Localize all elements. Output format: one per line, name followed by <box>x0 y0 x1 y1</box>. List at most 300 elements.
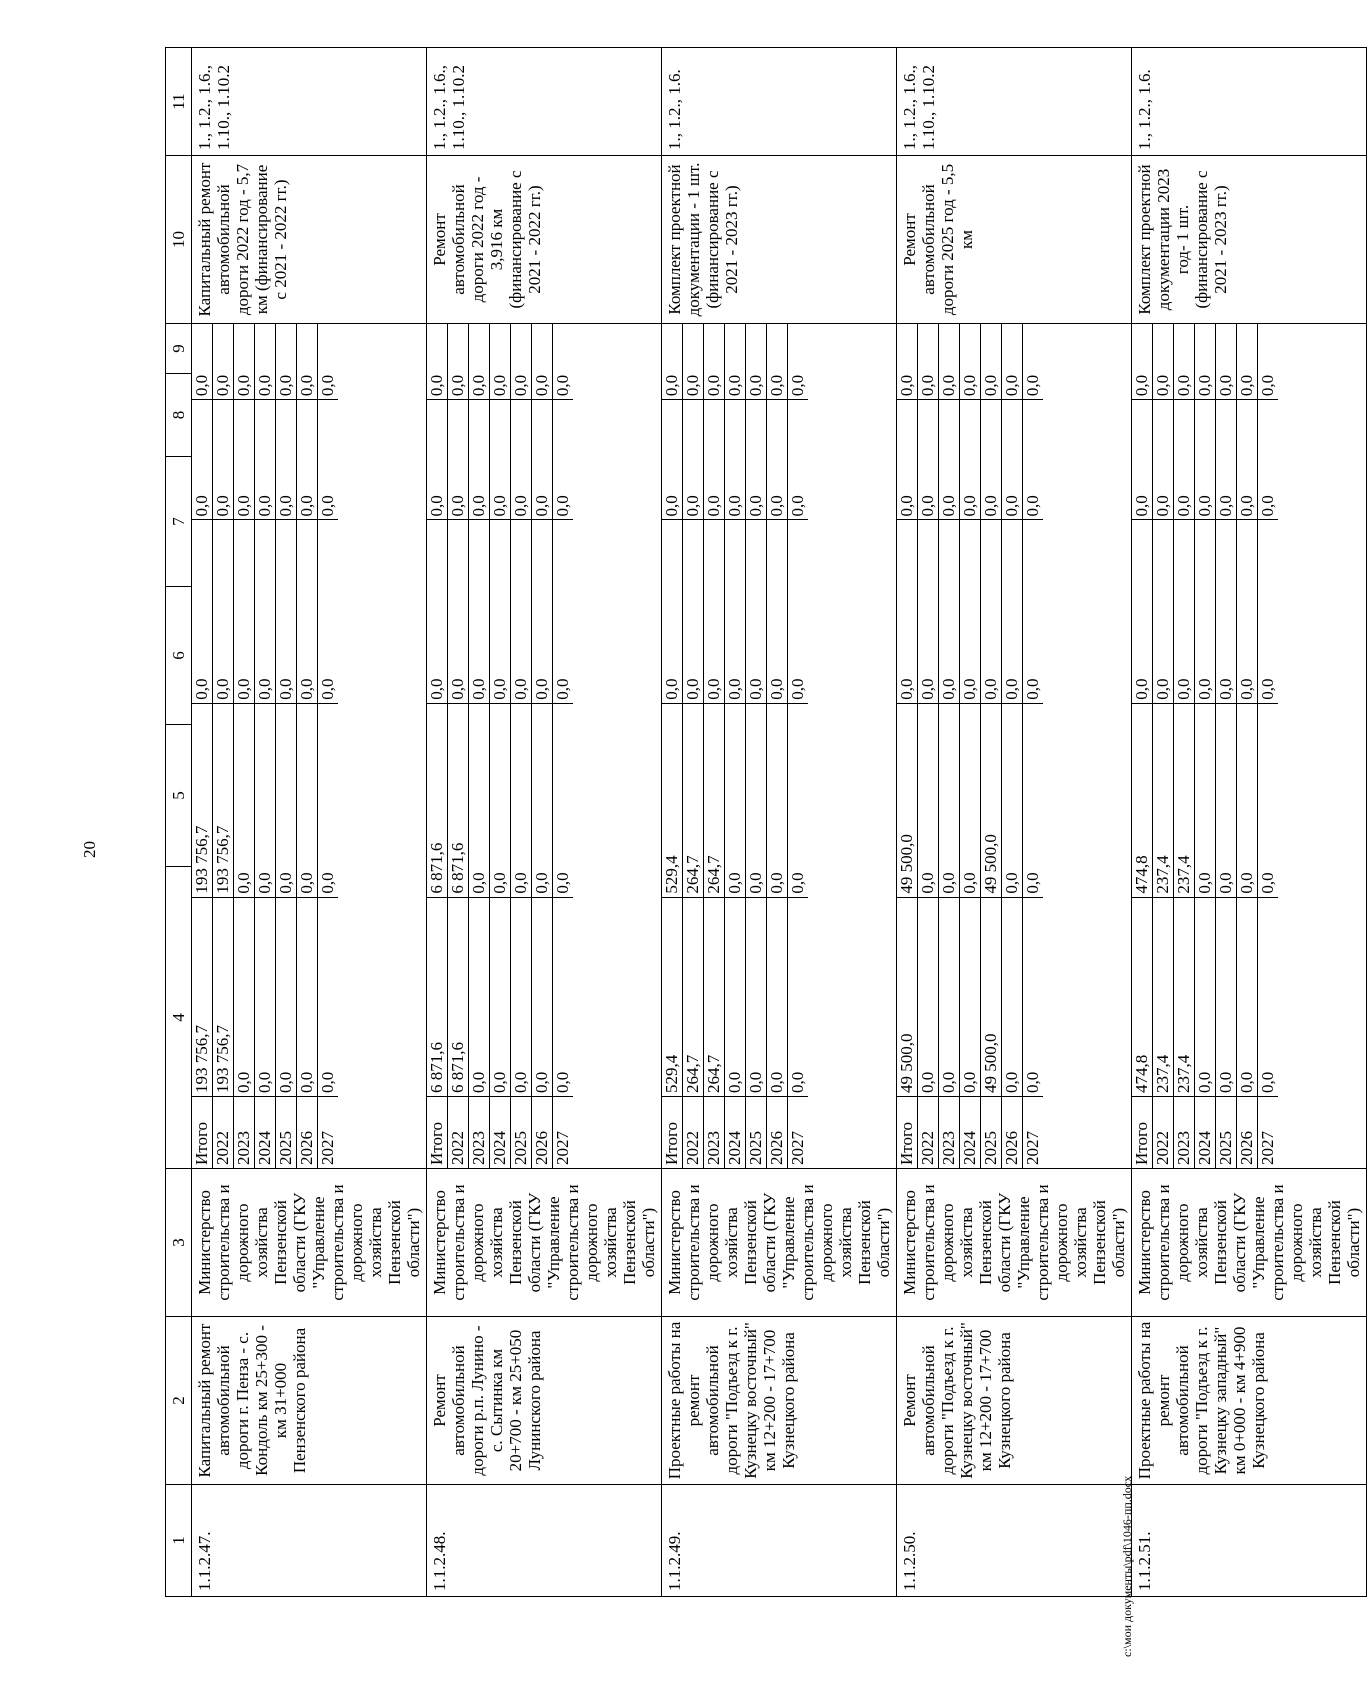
year-cell: 2025 <box>981 1096 1002 1168</box>
amount-cell: 237,4 <box>1153 897 1174 1096</box>
amount-cell: 0,0 <box>1195 400 1216 520</box>
financing-row <box>532 324 553 1168</box>
amount-cell: 0,0 <box>469 703 490 897</box>
amount-cell: 0,0 <box>532 324 553 400</box>
amount-cell: 6 871,6 <box>427 897 448 1096</box>
amount-cell: 0,0 <box>297 520 318 703</box>
amount-cell: 0,0 <box>746 703 767 897</box>
amount-cell: 0,0 <box>1216 400 1237 520</box>
financing-row <box>318 324 339 1168</box>
amount-cell: 0,0 <box>276 520 297 703</box>
amount-cell: 0,0 <box>1132 324 1153 400</box>
financing-subtable <box>427 324 573 1168</box>
amount-cell: 0,0 <box>1195 703 1216 897</box>
amount-cell: 0,0 <box>788 520 809 703</box>
amount-cell: 0,0 <box>1002 520 1023 703</box>
amount-cell: 0,0 <box>553 400 574 520</box>
amount-cell: 0,0 <box>553 520 574 703</box>
amount-cell: 0,0 <box>553 703 574 897</box>
amount-cell: 0,0 <box>960 897 981 1096</box>
amount-cell: 0,0 <box>1195 897 1216 1096</box>
amount-cell: 0,0 <box>1023 897 1044 1096</box>
amount-cell: 0,0 <box>192 520 213 703</box>
amount-cell: 0,0 <box>1132 400 1153 520</box>
year-cell: 2022 <box>683 1096 704 1168</box>
amount-cell: 0,0 <box>939 324 960 400</box>
amount-cell: 0,0 <box>918 324 939 400</box>
amount-cell: 0,0 <box>469 520 490 703</box>
amount-cell: 0,0 <box>918 897 939 1096</box>
financing-row <box>511 324 532 1168</box>
amount-cell: 0,0 <box>725 324 746 400</box>
indicator-codes: 1., 1.2., 1.6., 1.10., 1.10.2 <box>427 48 662 156</box>
amount-cell: 0,0 <box>234 324 255 400</box>
amount-cell: 0,0 <box>511 897 532 1096</box>
financing-row <box>981 324 1002 1168</box>
financing-row <box>1258 324 1279 1168</box>
amount-cell: 0,0 <box>725 400 746 520</box>
year-cell: Итого <box>662 1096 683 1168</box>
indicator-codes: 1., 1.2., 1.6., 1.10., 1.10.2 <box>192 48 427 156</box>
amount-cell: 0,0 <box>662 324 683 400</box>
amount-cell: 0,0 <box>427 324 448 400</box>
amount-cell: 264,7 <box>704 703 725 897</box>
year-cell: 2025 <box>1216 1096 1237 1168</box>
row-number: 1.1.2.47. <box>192 1485 427 1597</box>
amount-cell: 0,0 <box>746 400 767 520</box>
amount-cell: 0,0 <box>1216 520 1237 703</box>
amount-cell: 0,0 <box>1237 703 1258 897</box>
column-number: 9 <box>166 324 192 374</box>
column-number: 6 <box>166 587 192 725</box>
activity-name: Ремонт автомобильной дороги р.п. Лунино - с. Сытинка км 20+700 - км 25+050 Лунинского района <box>427 1317 662 1485</box>
financing-subtable <box>897 324 1043 1168</box>
year-cell: 2026 <box>767 1096 788 1168</box>
year-cell: Итого <box>897 1096 918 1168</box>
amount-cell: 0,0 <box>255 400 276 520</box>
financing-row <box>553 324 574 1168</box>
amount-cell: 6 871,6 <box>427 703 448 897</box>
amount-cell: 0,0 <box>788 374 807 397</box>
amount-cell: 0,0 <box>939 520 960 703</box>
amount-cell: 0,0 <box>511 400 532 520</box>
amount-cell: 0,0 <box>704 400 725 520</box>
amount-cell: 0,0 <box>1258 520 1279 703</box>
amount-cell: 0,0 <box>511 703 532 897</box>
financing-subtable <box>192 324 338 1168</box>
year-cell: 2022 <box>918 1096 939 1168</box>
amount-cell: 0,0 <box>318 520 339 703</box>
amount-cell: 237,4 <box>1174 703 1195 897</box>
financing-row <box>767 324 788 1168</box>
activity-name: Проектные работы на ремонт автомобильной дороги "Подъезд к г. Кузнецку западный" км 0+000 - км 4+900 Кузнецкого района <box>1132 1317 1367 1485</box>
financing-row <box>918 324 939 1168</box>
expected-result: Комплект проектной документации 2023 год- 1 шт. (финансирование с 2021 - 2023 гг.) <box>1132 156 1367 324</box>
amount-cell: 0,0 <box>746 324 767 400</box>
amount-cell: 0,0 <box>1002 400 1023 520</box>
column-number: 2 <box>166 1317 192 1485</box>
amount-cell: 0,0 <box>490 324 511 400</box>
financing-row <box>1023 324 1044 1168</box>
page-number: 20 <box>80 841 99 858</box>
amount-cell: 0,0 <box>427 520 448 703</box>
amount-cell: 0,0 <box>767 520 788 703</box>
amount-cell: 0,0 <box>918 703 939 897</box>
financing-row <box>939 324 960 1168</box>
amount-cell: 0,0 <box>1023 374 1042 397</box>
expected-result: Капитальный ремонт автомобильной дороги 2022 год - 5,7 км (финансирование с 2021 - 2022 гг.) <box>192 156 427 324</box>
year-cell: 2023 <box>469 1096 490 1168</box>
amount-cell: 193 756,7 <box>213 703 234 897</box>
financing-row <box>192 324 213 1168</box>
column-number: 7 <box>166 457 192 587</box>
year-cell: 2022 <box>448 1096 469 1168</box>
amount-cell: 0,0 <box>532 520 553 703</box>
amount-cell: 0,0 <box>511 520 532 703</box>
amount-cell: 0,0 <box>255 703 276 897</box>
amount-cell: 0,0 <box>788 400 809 520</box>
amount-cell: 0,0 <box>725 520 746 703</box>
year-cell: 2026 <box>297 1096 318 1168</box>
amount-cell: 49 500,0 <box>897 703 918 897</box>
amount-cell: 0,0 <box>1195 520 1216 703</box>
amount-cell: 0,0 <box>1153 400 1174 520</box>
amount-cell: 237,4 <box>1153 703 1174 897</box>
expected-result: Ремонт автомобильной дороги 2025 год - 5,5 км <box>897 156 1132 324</box>
financing-row <box>1132 324 1153 1168</box>
amount-cell: 0,0 <box>448 400 469 520</box>
year-cell: 2024 <box>725 1096 746 1168</box>
financing-row <box>1153 324 1174 1168</box>
amount-cell: 0,0 <box>960 520 981 703</box>
amount-cell: 0,0 <box>234 520 255 703</box>
row-number: 1.1.2.51. <box>1132 1485 1367 1597</box>
column-number: 8 <box>166 374 192 457</box>
amount-cell: 0,0 <box>1216 897 1237 1096</box>
amount-cell: 0,0 <box>1174 324 1195 400</box>
financing-subtable <box>662 324 808 1168</box>
amount-cell: 0,0 <box>981 520 1002 703</box>
amount-cell: 49 500,0 <box>981 897 1002 1096</box>
responsible-executor: Министерство строительства и дорожного хозяйства Пензенской области (ГКУ "Управление строительства и дорожного хозяйства Пензенской области") <box>1132 1169 1367 1317</box>
responsible-executor: Министерство строительства и дорожного хозяйства Пензенской области (ГКУ "Управление строительства и дорожного хозяйства Пензенской области") <box>662 1169 897 1317</box>
amount-cell: 0,0 <box>704 520 725 703</box>
amount-cell: 0,0 <box>1153 520 1174 703</box>
amount-cell: 0,0 <box>683 520 704 703</box>
amount-cell: 0,0 <box>981 324 1002 400</box>
amount-cell: 0,0 <box>276 897 297 1096</box>
amount-cell: 0,0 <box>490 897 511 1096</box>
column-number: 11 <box>166 48 192 156</box>
financing-row <box>276 324 297 1168</box>
indicator-codes: 1., 1.2., 1.6., 1.10., 1.10.2 <box>897 48 1132 156</box>
year-cell: 2023 <box>939 1096 960 1168</box>
amount-cell: 0,0 <box>746 520 767 703</box>
amount-cell: 0,0 <box>1023 520 1044 703</box>
financing-row <box>448 324 469 1168</box>
year-cell: 2027 <box>788 1096 809 1168</box>
financing-block <box>427 324 662 1169</box>
financing-row <box>960 324 981 1168</box>
amount-cell: 0,0 <box>1216 324 1237 400</box>
amount-cell: 0,0 <box>918 520 939 703</box>
amount-cell: 0,0 <box>234 703 255 897</box>
amount-cell: 0,0 <box>318 897 339 1096</box>
amount-cell: 0,0 <box>255 520 276 703</box>
amount-cell: 0,0 <box>683 400 704 520</box>
financing-row <box>662 324 683 1168</box>
amount-cell: 6 871,6 <box>448 897 469 1096</box>
amount-cell: 0,0 <box>981 400 1002 520</box>
amount-cell: 0,0 <box>297 897 318 1096</box>
financing-row <box>1002 324 1023 1168</box>
column-number-row <box>166 48 192 1597</box>
amount-cell: 0,0 <box>788 897 809 1096</box>
financing-row <box>1216 324 1237 1168</box>
amount-cell: 0,0 <box>939 897 960 1096</box>
year-cell: 2027 <box>553 1096 574 1168</box>
year-cell: Итого <box>427 1096 448 1168</box>
amount-cell: 0,0 <box>960 400 981 520</box>
amount-cell: 0,0 <box>1174 400 1195 520</box>
financing-row <box>683 324 704 1168</box>
amount-cell: 0,0 <box>767 400 788 520</box>
financing-row <box>788 324 809 1168</box>
amount-cell: 0,0 <box>918 400 939 520</box>
indicator-codes: 1., 1.2., 1.6. <box>662 48 897 156</box>
amount-cell: 474,8 <box>1132 897 1153 1096</box>
year-cell: 2027 <box>318 1096 339 1168</box>
amount-cell: 0,0 <box>276 400 297 520</box>
amount-cell: 0,0 <box>662 400 683 520</box>
amount-cell: 0,0 <box>192 324 213 400</box>
amount-cell: 0,0 <box>939 703 960 897</box>
financing-block <box>897 324 1132 1169</box>
amount-cell: 0,0 <box>192 400 213 520</box>
amount-cell: 0,0 <box>469 324 490 400</box>
year-cell: 2025 <box>746 1096 767 1168</box>
financing-row <box>746 324 767 1168</box>
amount-cell: 0,0 <box>448 324 469 400</box>
table-row <box>427 48 662 1597</box>
amount-cell: 0,0 <box>1023 400 1044 520</box>
year-cell: 2027 <box>1023 1096 1044 1168</box>
financing-row <box>234 324 255 1168</box>
financing-row <box>469 324 490 1168</box>
amount-cell: 0,0 <box>448 520 469 703</box>
year-cell: 2024 <box>255 1096 276 1168</box>
amount-cell: 0,0 <box>1258 897 1279 1096</box>
amount-cell: 0,0 <box>276 324 297 400</box>
amount-cell: 0,0 <box>490 400 511 520</box>
year-cell: 2025 <box>511 1096 532 1168</box>
amount-cell: 0,0 <box>1258 374 1277 397</box>
amount-cell: 529,4 <box>662 897 683 1096</box>
amount-cell: 0,0 <box>532 400 553 520</box>
amount-cell: 0,0 <box>704 324 725 400</box>
table-row <box>897 48 1132 1597</box>
amount-cell: 0,0 <box>276 703 297 897</box>
amount-cell: 6 871,6 <box>448 703 469 897</box>
amount-cell: 237,4 <box>1174 897 1195 1096</box>
amount-cell: 0,0 <box>1195 324 1216 400</box>
program-table <box>165 47 1367 1597</box>
amount-cell: 0,0 <box>1002 324 1023 400</box>
amount-cell: 0,0 <box>960 703 981 897</box>
year-cell: 2023 <box>704 1096 725 1168</box>
financing-row <box>704 324 725 1168</box>
amount-cell: 49 500,0 <box>897 897 918 1096</box>
amount-cell: 264,7 <box>683 703 704 897</box>
amount-cell: 0,0 <box>234 400 255 520</box>
amount-cell: 0,0 <box>746 897 767 1096</box>
activity-name: Капитальный ремонт автомобильной дороги г. Пенза - с. Кондоль км 25+300 - км 31+000 Пензенского района <box>192 1317 427 1485</box>
amount-cell: 0,0 <box>213 324 234 400</box>
amount-cell: 0,0 <box>767 324 788 400</box>
financing-row <box>1174 324 1195 1168</box>
amount-cell: 0,0 <box>490 703 511 897</box>
amount-cell: 0,0 <box>213 520 234 703</box>
amount-cell: 0,0 <box>1237 897 1258 1096</box>
year-cell: Итого <box>192 1096 213 1168</box>
amount-cell: 0,0 <box>532 703 553 897</box>
year-cell: 2023 <box>234 1096 255 1168</box>
amount-cell: 49 500,0 <box>981 703 1002 897</box>
amount-cell: 0,0 <box>1023 703 1044 897</box>
amount-cell: 264,7 <box>704 897 725 1096</box>
column-number: 3 <box>166 1169 192 1317</box>
responsible-executor: Министерство строительства и дорожного хозяйства Пензенской области (ГКУ "Управление строительства и дорожного хозяйства Пензенской области") <box>897 1169 1132 1317</box>
financing-row <box>490 324 511 1168</box>
amount-cell: 0,0 <box>1002 897 1023 1096</box>
table-row <box>1132 48 1367 1597</box>
amount-cell: 0,0 <box>1258 400 1279 520</box>
responsible-executor: Министерство строительства и дорожного хозяйства Пензенской области (ГКУ "Управление строительства и дорожного хозяйства Пензенской области") <box>192 1169 427 1317</box>
expected-result: Комплект проектной документации - 1 шт. (финансирование с 2021 - 2023 гг.) <box>662 156 897 324</box>
amount-cell: 0,0 <box>255 324 276 400</box>
amount-cell: 0,0 <box>1258 703 1279 897</box>
amount-cell: 0,0 <box>767 897 788 1096</box>
financing-row <box>213 324 234 1168</box>
amount-cell: 0,0 <box>297 400 318 520</box>
amount-cell: 193 756,7 <box>192 897 213 1096</box>
activity-name: Ремонт автомобильной дороги "Подъезд к г. Кузнецку восточный" км 12+200 - 17+700 Кузнецкого района <box>897 1317 1132 1485</box>
indicator-codes: 1., 1.2., 1.6. <box>1132 48 1367 156</box>
amount-cell: 0,0 <box>683 324 704 400</box>
financing-block <box>192 324 427 1169</box>
row-number: 1.1.2.49. <box>662 1485 897 1597</box>
amount-cell: 0,0 <box>255 897 276 1096</box>
amount-cell: 0,0 <box>725 703 746 897</box>
amount-cell: 0,0 <box>1216 703 1237 897</box>
year-cell: 2026 <box>1237 1096 1258 1168</box>
amount-cell: 0,0 <box>469 897 490 1096</box>
amount-cell: 193 756,7 <box>192 703 213 897</box>
financing-row <box>1237 324 1258 1168</box>
amount-cell: 0,0 <box>234 897 255 1096</box>
amount-cell: 193 756,7 <box>213 897 234 1096</box>
table-row <box>662 48 897 1597</box>
responsible-executor: Министерство строительства и дорожного хозяйства Пензенской области (ГКУ "Управление строительства и дорожного хозяйства Пензенской области") <box>427 1169 662 1317</box>
amount-cell: 474,8 <box>1132 703 1153 897</box>
financing-block <box>662 324 897 1169</box>
amount-cell: 0,0 <box>767 703 788 897</box>
activity-name: Проектные работы на ремонт автомобильной дороги "Подъезд к г. Кузнецку восточный" км 12+200 - 17+700 Кузнецкого района <box>662 1317 897 1485</box>
row-number: 1.1.2.48. <box>427 1485 662 1597</box>
amount-cell: 0,0 <box>1237 520 1258 703</box>
year-cell: 2025 <box>276 1096 297 1168</box>
amount-cell: 0,0 <box>960 324 981 400</box>
table-row <box>192 48 427 1597</box>
financing-row <box>1195 324 1216 1168</box>
amount-cell: 0,0 <box>318 374 337 397</box>
amount-cell: 0,0 <box>897 400 918 520</box>
expected-result: Ремонт автомобильной дороги 2022 год - 3,916 км (финансирование с 2021 - 2022 гг.) <box>427 156 662 324</box>
financing-row <box>297 324 318 1168</box>
amount-cell: 0,0 <box>897 324 918 400</box>
year-cell: 2022 <box>1153 1096 1174 1168</box>
amount-cell: 0,0 <box>318 400 339 520</box>
financing-row <box>427 324 448 1168</box>
amount-cell: 0,0 <box>469 400 490 520</box>
amount-cell: 0,0 <box>297 324 318 400</box>
column-number: 10 <box>166 156 192 324</box>
year-cell: 2024 <box>490 1096 511 1168</box>
row-number: 1.1.2.50. <box>897 1485 1132 1597</box>
year-cell: Итого <box>1132 1096 1153 1168</box>
amount-cell: 0,0 <box>1132 520 1153 703</box>
amount-cell: 0,0 <box>1153 324 1174 400</box>
financing-row <box>897 324 918 1168</box>
amount-cell: 0,0 <box>788 703 809 897</box>
amount-cell: 0,0 <box>1237 400 1258 520</box>
financing-row <box>725 324 746 1168</box>
amount-cell: 0,0 <box>318 703 339 897</box>
year-cell: 2027 <box>1258 1096 1279 1168</box>
financing-subtable <box>1132 324 1278 1168</box>
amount-cell: 0,0 <box>532 897 553 1096</box>
column-number: 5 <box>166 725 192 867</box>
amount-cell: 0,0 <box>1002 703 1023 897</box>
file-path-footer: c:\мои документы\pdf\1046-пп.docx <box>1120 1475 1134 1657</box>
financing-row <box>255 324 276 1168</box>
column-number: 4 <box>166 867 192 1169</box>
amount-cell: 0,0 <box>553 374 572 397</box>
amount-cell: 0,0 <box>662 520 683 703</box>
amount-cell: 0,0 <box>1237 324 1258 400</box>
year-cell: 2023 <box>1174 1096 1195 1168</box>
financing-block <box>1132 324 1367 1169</box>
year-cell: 2026 <box>1002 1096 1023 1168</box>
amount-cell: 0,0 <box>427 400 448 520</box>
year-cell: 2026 <box>532 1096 553 1168</box>
year-cell: 2022 <box>213 1096 234 1168</box>
amount-cell: 0,0 <box>490 520 511 703</box>
amount-cell: 0,0 <box>213 400 234 520</box>
amount-cell: 0,0 <box>897 520 918 703</box>
amount-cell: 0,0 <box>939 400 960 520</box>
year-cell: 2024 <box>1195 1096 1216 1168</box>
amount-cell: 529,4 <box>662 703 683 897</box>
amount-cell: 0,0 <box>725 897 746 1096</box>
amount-cell: 0,0 <box>1174 520 1195 703</box>
amount-cell: 0,0 <box>511 324 532 400</box>
amount-cell: 0,0 <box>553 897 574 1096</box>
year-cell: 2024 <box>960 1096 981 1168</box>
column-number: 1 <box>166 1485 192 1597</box>
amount-cell: 264,7 <box>683 897 704 1096</box>
amount-cell: 0,0 <box>297 703 318 897</box>
